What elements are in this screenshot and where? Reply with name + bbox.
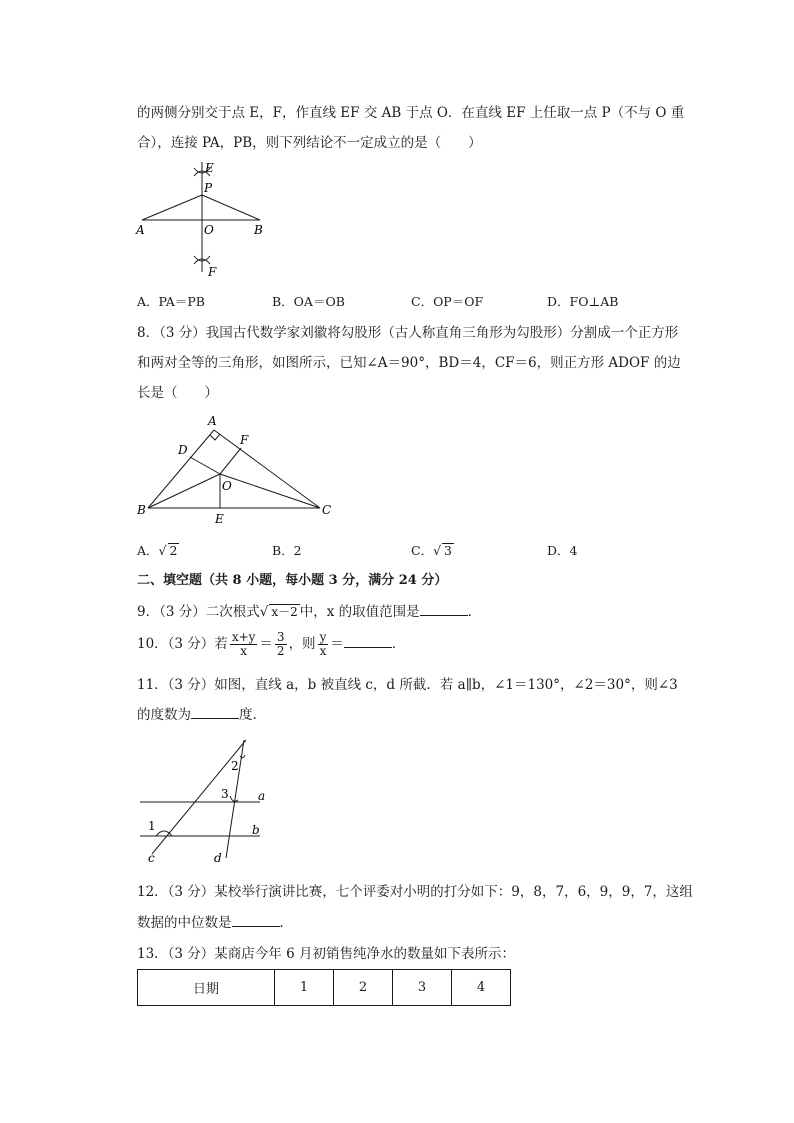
- q8-label-f: F: [240, 433, 249, 447]
- q8-option-c-radicand: 3: [444, 543, 452, 558]
- q8-option-a: [137, 541, 179, 559]
- q7-option-b: B．OA＝OB: [272, 294, 345, 309]
- q8-option-d: D．4: [547, 543, 578, 558]
- q7-label-p: P: [204, 181, 213, 195]
- q8-option-c-prefix: C．: [411, 543, 434, 558]
- q7-label-b: B: [254, 223, 263, 237]
- q12-text-line-1: 12．（3 分）某校举行演讲比赛，七个评委对小明的打分如下：9，8，7，6，9，9，7，这组: [137, 884, 693, 900]
- q7-segment-pa: [142, 195, 202, 220]
- q8-side-ba: [148, 430, 214, 508]
- q10-prefix: 10．（3 分）若: [137, 636, 228, 652]
- q8-text-line-3: 长是（ ）: [137, 385, 218, 401]
- q7-figure: [130, 160, 270, 280]
- q10-frac1-num: x+y: [231, 630, 256, 644]
- q10-frac3-den: x: [319, 644, 327, 658]
- q10-answer-blank[interactable]: [344, 635, 392, 648]
- q9-prefix: 9．（3 分）二次根式: [137, 604, 260, 620]
- table-cell-date-header: 日期: [138, 970, 275, 1006]
- q7-label-a: A: [136, 223, 145, 237]
- table-cell: 4: [452, 970, 511, 1006]
- q8-label-d: D: [178, 443, 188, 457]
- q8-label-e: E: [215, 512, 224, 526]
- section-heading: 二、填空题（共 8 小题，每小题 3 分，满分 24 分）: [137, 573, 448, 588]
- q11-angle-2-arc: [240, 755, 245, 758]
- q8-right-angle-mark: [210, 434, 220, 440]
- table-cell: 2: [334, 970, 393, 1006]
- q8-side-ac: [214, 430, 320, 508]
- q8-segment-do: [190, 457, 220, 474]
- q9-answer-blank[interactable]: [420, 603, 468, 616]
- q7-label-e: E: [205, 161, 214, 175]
- q10-fraction-1: [230, 631, 258, 658]
- q11-angle-3-arc: [230, 796, 238, 801]
- q10-equals: ＝: [259, 636, 273, 652]
- q10-end: ．: [391, 636, 406, 652]
- q11-answer-blank[interactable]: [191, 706, 239, 719]
- q10-fraction-3: [318, 631, 329, 658]
- q7-option-a: A．PA＝PB: [137, 294, 205, 309]
- q10-frac1-den: x: [240, 644, 247, 658]
- q8-segment-bo: [148, 474, 220, 508]
- q8-segment-fo: [220, 448, 241, 474]
- q12-line2-prefix: 数据的中位数是: [137, 915, 232, 931]
- q11-label-a: a: [258, 789, 266, 803]
- q8-label-c: C: [322, 503, 332, 517]
- q7-option-c: C．OP＝OF: [411, 294, 484, 309]
- q11-label-d: d: [214, 851, 222, 865]
- q9-text: [137, 603, 481, 621]
- q8-text-line-2: 和两对全等的三角形，如图所示，已知∠A＝90°，BD＝4，CF＝6，则正方形 ADOF 的边: [137, 355, 681, 371]
- q11-line2-suffix: 度．: [239, 707, 266, 723]
- table-cell: 3: [393, 970, 452, 1006]
- q12-answer-blank[interactable]: [232, 914, 280, 927]
- q12-text-line-2: [137, 914, 293, 932]
- q8-segment-co: [220, 474, 320, 508]
- q11-label-1: 1: [148, 819, 156, 833]
- q8-option-b: B．2: [272, 543, 302, 558]
- q11-line2-prefix: 的度数为: [137, 707, 191, 723]
- q8-label-o: O: [222, 479, 232, 493]
- q11-label-c: c: [148, 851, 155, 865]
- q8-option-a-prefix: A．: [137, 543, 159, 558]
- q7-option-d: D．FO⊥AB: [547, 294, 619, 309]
- sqrt-radical-icon: √: [433, 543, 442, 558]
- q13-sales-table: [137, 969, 511, 1006]
- q9-suffix: 中，x 的取值范围是: [299, 604, 420, 620]
- table-cell: 1: [275, 970, 334, 1006]
- q11-label-2: 2: [231, 759, 239, 773]
- q7-text-line-2: 合），连接 PA，PB，则下列结论不一定成立的是（ ）: [137, 135, 482, 151]
- q11-figure: [134, 734, 284, 866]
- q10-fraction-2: [275, 631, 287, 658]
- q11-angle-1-arc: [156, 831, 172, 836]
- q13-text-line-1: 13．（3 分）某商店今年 6 月初销售纯净水的数量如下表所示：: [137, 946, 515, 962]
- q7-label-f: F: [208, 265, 217, 279]
- q11-text-line-2: [137, 706, 266, 724]
- q11-text-line-1: 11．（3 分）如图，直线 a，b 被直线 c，d 所截．若 a∥b，∠1＝130°，∠2＝30°，则∠3: [137, 677, 678, 693]
- q10-text: [137, 630, 405, 658]
- q10-frac3-num: y: [319, 630, 327, 644]
- q11-line-c: [152, 740, 246, 854]
- q10-mid: ，则: [288, 636, 316, 652]
- q11-label-b: b: [252, 823, 260, 837]
- q10-frac2-den: 2: [276, 644, 285, 658]
- q9-radicand: x－2: [271, 605, 298, 619]
- q11-label-3: 3: [221, 787, 229, 801]
- q10-frac2-num: 3: [276, 630, 285, 644]
- q8-text-line-1: 8．（3 分）我国古代数学家刘徽将勾股形（古人称直角三角形为勾股形）分割成一个正方形: [137, 325, 679, 341]
- q7-segment-pb: [202, 195, 260, 220]
- q7-label-o: O: [204, 223, 214, 237]
- q8-label-b: B: [137, 503, 146, 517]
- q8-option-c: [411, 541, 454, 559]
- sqrt-radical-icon: √: [158, 543, 167, 558]
- q7-text-line-1: 的两侧分别交于点 E，F，作直线 EF 交 AB 于点 O．在直线 EF 上任取一点 P（不与 O 重: [137, 105, 685, 121]
- q9-end: ．: [467, 604, 482, 620]
- q12-end: ．: [279, 915, 293, 931]
- table-row: [138, 970, 511, 1006]
- q8-label-a: A: [208, 414, 217, 428]
- q8-figure: [134, 410, 344, 530]
- q10-equals-2: ＝: [330, 636, 344, 652]
- q8-option-a-radicand: 2: [169, 543, 178, 558]
- sqrt-radical-icon: √: [259, 604, 269, 620]
